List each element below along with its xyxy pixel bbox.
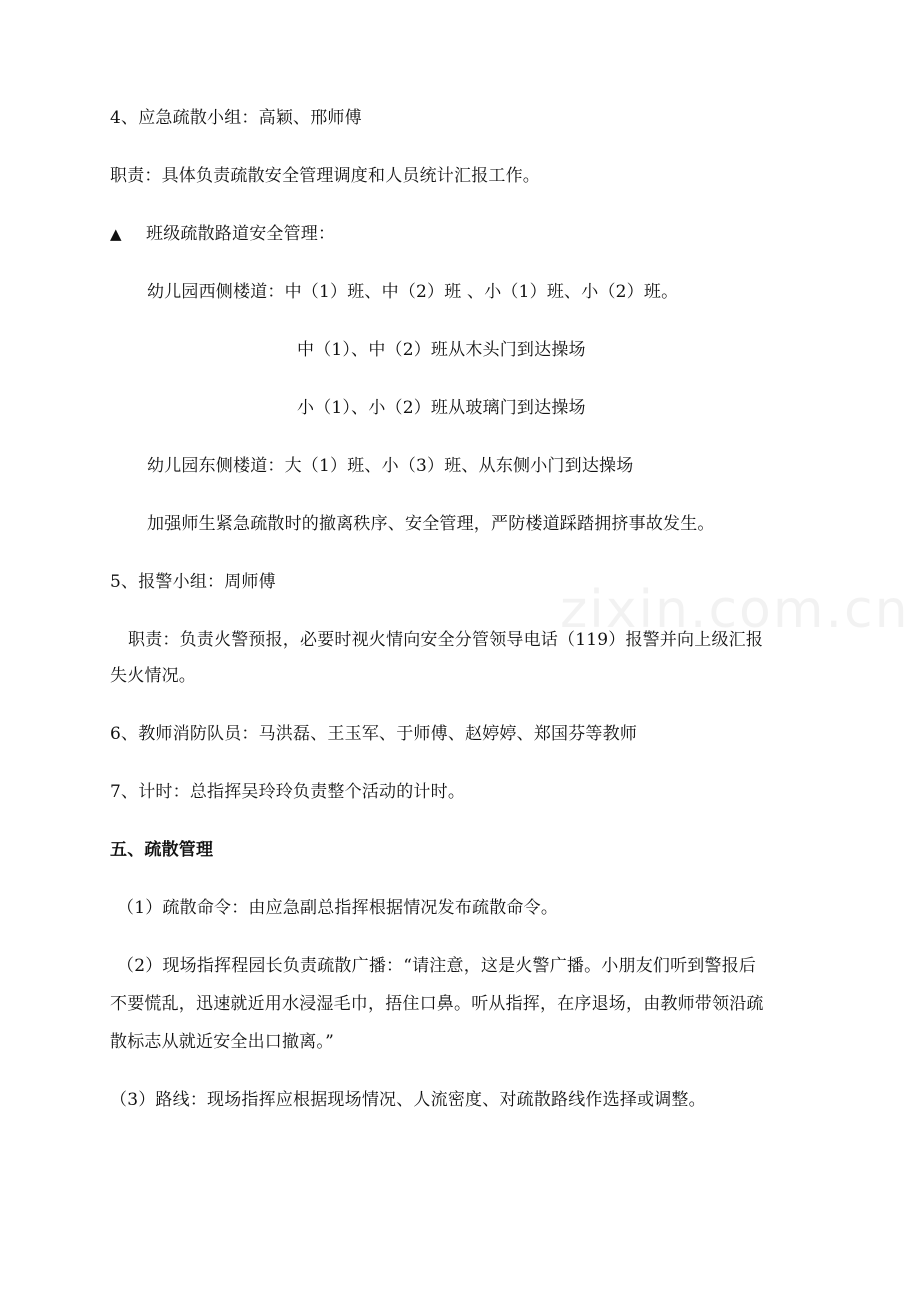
item4-title: 4、应急疏散小组：高颖、邢师傅 — [110, 108, 362, 128]
route-heading: 班级疏散路道安全管理： — [146, 224, 336, 244]
watermark: zixin.com.cn — [560, 580, 910, 640]
item6-title: 6、教师消防队员：马洪磊、王玉军、于师傅、赵婷婷、郑国芬等教师 — [110, 724, 638, 744]
west-route-2: 小（1）、小（2）班从玻璃门到达操场 — [297, 398, 586, 418]
item5-duty-line1: 职责：负责火警预报，必要时视火情向安全分管领导电话（119）报警并向上级汇报 — [128, 630, 764, 650]
paragraph-2-line1: （2）现场指挥程园长负责疏散广播：“请注意，这是火警广播。小朋友们听到警报后 — [117, 956, 757, 976]
triangle-bullet-icon: ▲ — [110, 225, 122, 243]
paragraph-2-line2: 不要慌乱，迅速就近用水浸湿毛巾，捂住口鼻。听从指挥，在序退场，由教师带领沿疏 — [110, 994, 764, 1014]
paragraph-3: （3）路线：现场指挥应根据现场情况、人流密度、对疏散路线作选择或调整。 — [110, 1090, 706, 1110]
paragraph-2-line3: 散标志从就近安全出口撤离。” — [110, 1032, 334, 1052]
section5-heading: 五、疏散管理 — [110, 840, 214, 860]
item4-duty: 职责：具体负责疏散安全管理调度和人员统计汇报工作。 — [110, 166, 540, 186]
route-heading-row — [110, 224, 335, 244]
item5-duty-line2: 失火情况。 — [110, 666, 196, 686]
paragraph-1: （1）疏散命令：由应急副总指挥根据情况发布疏散命令。 — [117, 898, 559, 918]
west-stair: 幼儿园西侧楼道：中（1）班、中（2）班 、小（1）班、小（2）班。 — [147, 282, 679, 302]
item7-title: 7、计时：总指挥吴玲玲负责整个活动的计时。 — [110, 782, 466, 802]
item5-title: 5、报警小组：周师傅 — [110, 572, 276, 592]
strengthen-paragraph: 加强师生紧急疏散时的撤离秩序、安全管理，严防楼道踩踏拥挤事故发生。 — [147, 514, 715, 534]
west-route-1: 中（1）、中（2）班从木头门到达操场 — [297, 340, 586, 360]
east-stair: 幼儿园东侧楼道：大（1）班、小（3）班、从东侧小门到达操场 — [147, 456, 634, 476]
